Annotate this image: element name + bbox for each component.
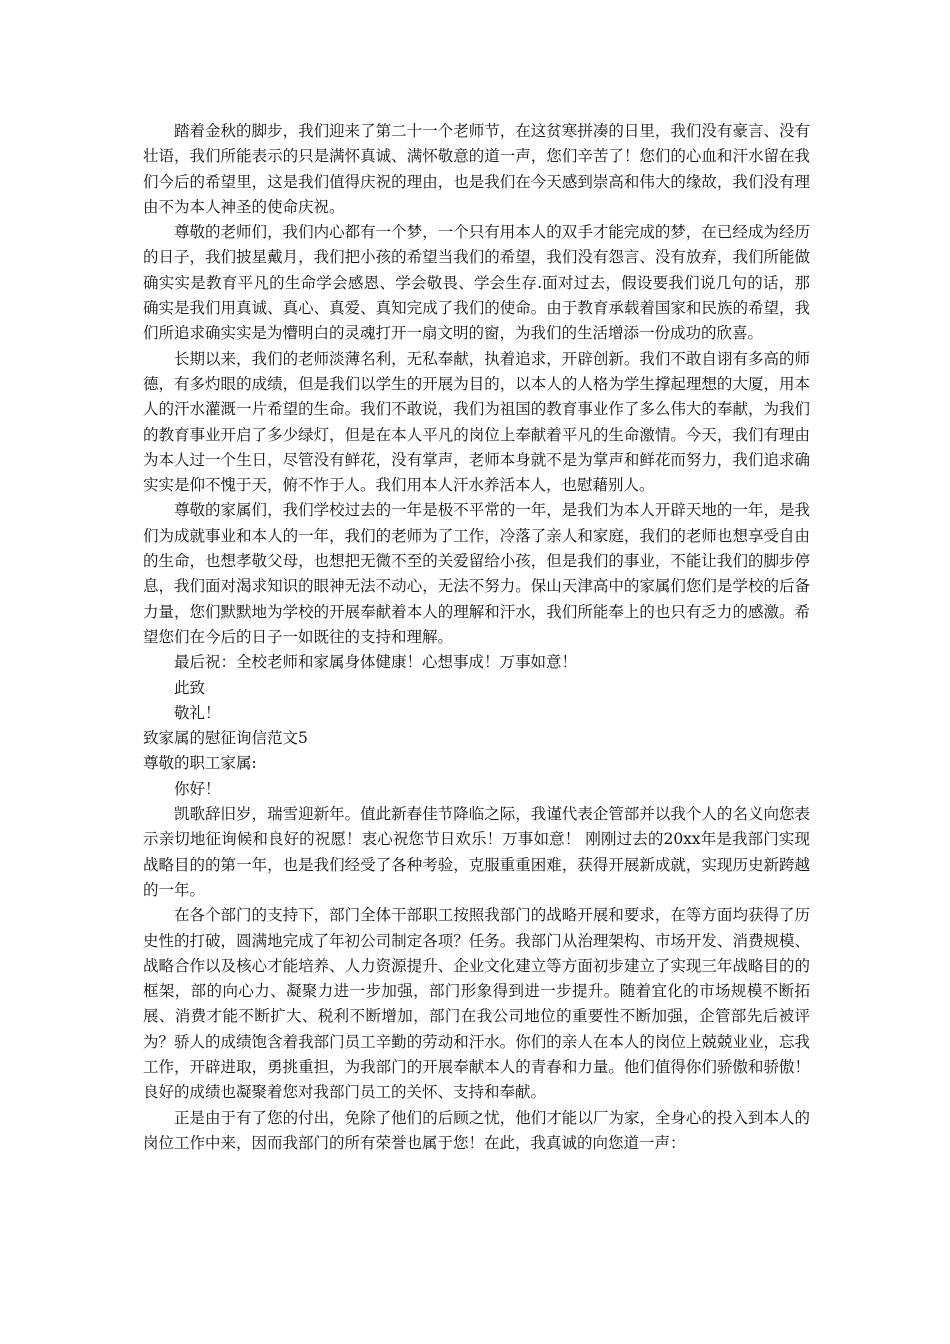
closing-salutation: 此致 bbox=[174, 678, 206, 697]
document-body bbox=[143, 119, 810, 1156]
paragraph-teachers-day: 踏着金秋的脚步，我们迎来了第二十一个老师节，在这贫寒拼凑的日里，我们没有豪言、没有壮语，我们所能表示的只是满怀真诚、满怀敬意的道一声，您们辛苦了！您们的心血和汗水留在我们今后的希望里，这是我们值得庆祝的理由，也是我们在今天感到崇高和伟大的缘故，我们没有理由不为本人神圣的使命庆祝。 bbox=[143, 122, 810, 216]
letter-greeting: 尊敬的职工家属: bbox=[143, 754, 257, 773]
paragraph-thanks: 正是由于有了您的付出，免除了他们的后顾之忧，他们才能以厂为家，全身心的投入到本人的岗位工作中来，因而我部门的所有荣誉也属于您！在此，我真诚的向您道一声： bbox=[143, 1108, 810, 1152]
letter-hello: 你好！ bbox=[174, 779, 221, 798]
closing-regards: 敬礼！ bbox=[174, 703, 221, 722]
paragraph-dear-families: 尊敬的家属们，我们学校过去的一年是极不平常的一年，是我们为本人开辟天地的一年，是我们为成就事业和本人的一年，我们的老师为了工作，冷落了亲人和家庭，我们的老师也想享受自由的生命，也想孝敬父母，也想把无微不至的关爱留给小孩，但是我们的事业，不能让我们的脚步停息，我们面对渴求知识的眼神无法不动心，无法不努力。保山天津高中的家属们您们是学校的后备力量，您们默默地为学校的开展奉献着本人的理解和汗水，我们所能奉上的也只有乏力的感激。希望您们在今后的日子一如既往的支持和理解。 bbox=[143, 501, 810, 646]
paragraph-new-year: 凯歌辞旧岁，瑞雪迎新年。值此新春佳节降临之际，我谨代表企管部并以我个人的名义向您表示亲切地征询候和良好的祝愿！衷心祝您节日欢乐！万事如意！ 刚刚过去的20xx年是我部门实现战略目的的第一年，也是我们经受了各种考验，克服重重困难，获得开展新成就，实现历史新跨越的一年。 bbox=[143, 805, 810, 899]
paragraph-long-term: 长期以来，我们的老师淡薄名利，无私奉献，执着追求，开辟创新。我们不敢自诩有多高的师德，有多灼眼的成绩，但是我们以学生的开展为目的，以本人的人格为学生撑起理想的大厦，用本人的汗水灌溉一片希望的生命。我们不敢说，我们为祖国的教育事业作了多么伟大的奉献，为我们的教育事业开启了多少绿灯，但是在本人平凡的岗位上奉献着平凡的生命激情。今天，我们有理由为本人过一个生日，尽管没有鲜花，没有掌声，老师本身就不是为掌声和鲜花而努力，我们追求确实实是仰不愧于天，俯不怍于人。我们用本人汗水养活本人，也慰藉别人。 bbox=[143, 349, 810, 495]
paragraph-dear-teachers: 尊敬的老师们，我们内心都有一个梦，一个只有用本人的双手才能完成的梦，在已经成为经历的日子，我们披星戴月，我们把小孩的希望当我们的希望，我们没有怨言、没有放弃，我们所能做确实实是教育平凡的生命学会感恩、学会敬畏、学会生存.面对过去，假设要我们说几句的话，那确实是我们用真诚、真心、真爱、真知完成了我们的使命。由于教育承载着国家和民族的希望，我们所追求确实实是为懵明白的灵魂打开一扇文明的窗，为我们的生活增添一份成功的欣喜。 bbox=[143, 223, 810, 343]
section-title: 致家属的慰征询信范文5 bbox=[143, 729, 308, 748]
paragraph-department-support: 在各个部门的支持下，部门全体干部职工按照我部门的战略开展和要求，在等方面均获得了历史性的打破，圆满地完成了年初公司制定各项？任务。我部门从治理架构、市场开发、消费规模、战略合作以及核心才能培养、人力资源提升、企业文化建立等方面初步建立了实现三年战略目的的框架，部的向心力、凝聚力进一步加强，部门形象得到进一步提升。随着宜化的市场规模不断拓展、消费才能不断扩大、税利不断增加，部门在我公司地位的重要性不断加强，企管部先后被评为？骄人的成绩饱含着我部门员工辛勤的劳动和汗水。你们的亲人在本人的岗位上兢兢业业，忘我工作，开辟进取，勇挑重担，为我部门的开展奉献本人的青春和力量。他们值得你们骄傲和骄傲！良好的成绩也凝聚着您对我部门员工的关怀、支持和奉献。 bbox=[143, 906, 810, 1102]
closing-wish: 最后祝：全校老师和家属身体健康！心想事成！万事如意！ bbox=[174, 653, 578, 672]
